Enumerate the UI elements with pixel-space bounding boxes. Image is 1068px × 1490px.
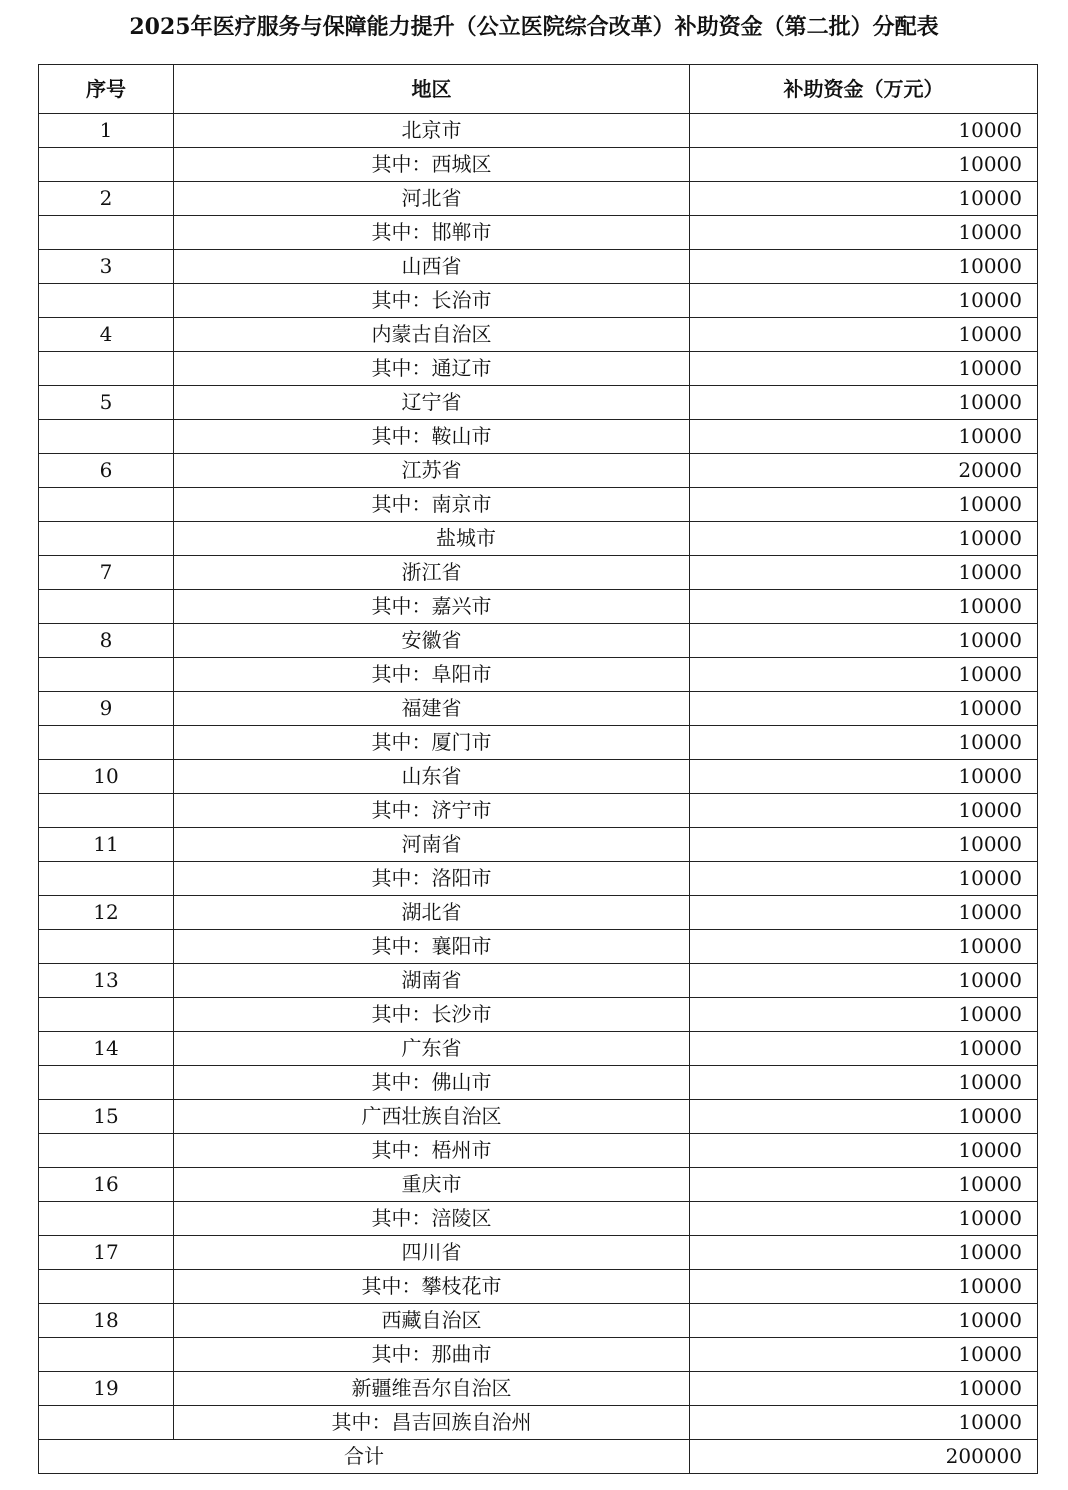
row-seq: 18 xyxy=(39,1304,174,1338)
row-seq: 10 xyxy=(39,760,174,794)
table-row xyxy=(39,1372,1038,1406)
row-region: 盐城市 xyxy=(174,522,690,556)
row-seq: 13 xyxy=(39,964,174,998)
row-amount: 10000 xyxy=(690,318,1038,352)
table-row xyxy=(39,386,1038,420)
row-seq xyxy=(39,794,174,828)
row-region: 安徽省 xyxy=(174,624,690,658)
row-amount: 10000 xyxy=(690,1032,1038,1066)
table-row xyxy=(39,420,1038,454)
row-amount: 10000 xyxy=(690,930,1038,964)
row-region: 其中：涪陵区 xyxy=(174,1202,690,1236)
row-amount: 10000 xyxy=(690,998,1038,1032)
row-seq xyxy=(39,998,174,1032)
row-region: 新疆维吾尔自治区 xyxy=(174,1372,690,1406)
table-row xyxy=(39,1236,1038,1270)
table-row xyxy=(39,794,1038,828)
row-region: 其中：邯郸市 xyxy=(174,216,690,250)
row-seq: 5 xyxy=(39,386,174,420)
row-amount: 10000 xyxy=(690,828,1038,862)
table-row xyxy=(39,590,1038,624)
table-row xyxy=(39,216,1038,250)
row-amount: 10000 xyxy=(690,862,1038,896)
row-seq xyxy=(39,1066,174,1100)
row-amount: 10000 xyxy=(690,420,1038,454)
table-row xyxy=(39,284,1038,318)
row-amount: 10000 xyxy=(690,1168,1038,1202)
row-seq xyxy=(39,1270,174,1304)
row-region: 其中：攀枝花市 xyxy=(174,1270,690,1304)
header-amount: 补助资金（万元） xyxy=(690,65,1038,114)
table-body xyxy=(39,114,1038,1440)
row-region: 辽宁省 xyxy=(174,386,690,420)
row-region: 福建省 xyxy=(174,692,690,726)
row-seq xyxy=(39,862,174,896)
row-seq xyxy=(39,216,174,250)
table-row xyxy=(39,522,1038,556)
table-row xyxy=(39,250,1038,284)
row-seq xyxy=(39,352,174,386)
header-region: 地区 xyxy=(174,65,690,114)
row-seq: 15 xyxy=(39,1100,174,1134)
row-seq: 4 xyxy=(39,318,174,352)
row-seq: 3 xyxy=(39,250,174,284)
row-region: 广西壮族自治区 xyxy=(174,1100,690,1134)
row-amount: 10000 xyxy=(690,964,1038,998)
row-amount: 10000 xyxy=(690,794,1038,828)
table-row xyxy=(39,488,1038,522)
row-amount: 10000 xyxy=(690,624,1038,658)
row-seq xyxy=(39,590,174,624)
header-seq: 序号 xyxy=(39,65,174,114)
row-seq: 14 xyxy=(39,1032,174,1066)
row-region: 山西省 xyxy=(174,250,690,284)
row-region: 其中：洛阳市 xyxy=(174,862,690,896)
row-seq: 6 xyxy=(39,454,174,488)
row-region: 其中：昌吉回族自治州 xyxy=(174,1406,690,1440)
row-amount: 20000 xyxy=(690,454,1038,488)
row-amount: 10000 xyxy=(690,1066,1038,1100)
row-seq: 17 xyxy=(39,1236,174,1270)
row-seq: 9 xyxy=(39,692,174,726)
total-row xyxy=(39,1440,1038,1474)
row-seq xyxy=(39,930,174,964)
row-region: 浙江省 xyxy=(174,556,690,590)
table-row xyxy=(39,624,1038,658)
row-amount: 10000 xyxy=(690,556,1038,590)
row-amount: 10000 xyxy=(690,1202,1038,1236)
table-row xyxy=(39,964,1038,998)
row-region: 江苏省 xyxy=(174,454,690,488)
row-amount: 10000 xyxy=(690,114,1038,148)
table-row xyxy=(39,1134,1038,1168)
table-row xyxy=(39,318,1038,352)
row-seq xyxy=(39,726,174,760)
row-seq xyxy=(39,1134,174,1168)
table-row xyxy=(39,1202,1038,1236)
row-amount: 10000 xyxy=(690,352,1038,386)
table-row xyxy=(39,692,1038,726)
row-amount: 10000 xyxy=(690,216,1038,250)
row-region: 湖北省 xyxy=(174,896,690,930)
table-row xyxy=(39,1304,1038,1338)
row-region: 其中：嘉兴市 xyxy=(174,590,690,624)
row-seq xyxy=(39,420,174,454)
row-amount: 10000 xyxy=(690,590,1038,624)
row-amount: 10000 xyxy=(690,726,1038,760)
table-row xyxy=(39,1406,1038,1440)
row-seq xyxy=(39,522,174,556)
row-seq: 1 xyxy=(39,114,174,148)
row-region: 其中：那曲市 xyxy=(174,1338,690,1372)
row-seq xyxy=(39,1202,174,1236)
table-row xyxy=(39,760,1038,794)
row-region: 其中：鞍山市 xyxy=(174,420,690,454)
row-region: 其中：南京市 xyxy=(174,488,690,522)
row-region: 其中：长沙市 xyxy=(174,998,690,1032)
row-seq: 8 xyxy=(39,624,174,658)
table-row xyxy=(39,182,1038,216)
row-amount: 10000 xyxy=(690,148,1038,182)
table-row xyxy=(39,148,1038,182)
row-amount: 10000 xyxy=(690,1372,1038,1406)
row-region: 北京市 xyxy=(174,114,690,148)
row-seq xyxy=(39,148,174,182)
row-amount: 10000 xyxy=(690,386,1038,420)
row-amount: 10000 xyxy=(690,1338,1038,1372)
row-region: 其中：厦门市 xyxy=(174,726,690,760)
row-region: 西藏自治区 xyxy=(174,1304,690,1338)
row-amount: 10000 xyxy=(690,692,1038,726)
row-region: 内蒙古自治区 xyxy=(174,318,690,352)
row-amount: 10000 xyxy=(690,896,1038,930)
row-region: 河南省 xyxy=(174,828,690,862)
row-region: 其中：襄阳市 xyxy=(174,930,690,964)
row-seq xyxy=(39,1338,174,1372)
table-row xyxy=(39,896,1038,930)
table-row xyxy=(39,556,1038,590)
row-seq: 11 xyxy=(39,828,174,862)
table-row xyxy=(39,998,1038,1032)
row-seq: 2 xyxy=(39,182,174,216)
table-row xyxy=(39,1066,1038,1100)
table-row xyxy=(39,726,1038,760)
page-title: 2025年医疗服务与保障能力提升（公立医院综合改革）补助资金（第二批）分配表 xyxy=(129,14,939,40)
row-amount: 10000 xyxy=(690,522,1038,556)
total-amount: 200000 xyxy=(690,1440,1038,1474)
table-row xyxy=(39,1270,1038,1304)
row-region: 广东省 xyxy=(174,1032,690,1066)
row-region: 四川省 xyxy=(174,1236,690,1270)
row-region: 山东省 xyxy=(174,760,690,794)
row-amount: 10000 xyxy=(690,1270,1038,1304)
allocation-table xyxy=(38,64,1038,1474)
row-amount: 10000 xyxy=(690,1236,1038,1270)
table-header-row xyxy=(39,65,1038,114)
row-amount: 10000 xyxy=(690,250,1038,284)
row-amount: 10000 xyxy=(690,658,1038,692)
table-row xyxy=(39,454,1038,488)
row-amount: 10000 xyxy=(690,1100,1038,1134)
table-row xyxy=(39,352,1038,386)
row-seq: 16 xyxy=(39,1168,174,1202)
row-seq: 12 xyxy=(39,896,174,930)
row-amount: 10000 xyxy=(690,1134,1038,1168)
total-label: 合计 xyxy=(39,1440,690,1474)
table-row xyxy=(39,114,1038,148)
row-region: 其中：阜阳市 xyxy=(174,658,690,692)
table-row xyxy=(39,828,1038,862)
row-seq xyxy=(39,1406,174,1440)
row-region: 其中：长治市 xyxy=(174,284,690,318)
table-row xyxy=(39,1100,1038,1134)
table-row xyxy=(39,1168,1038,1202)
row-seq xyxy=(39,284,174,318)
row-amount: 10000 xyxy=(690,1304,1038,1338)
row-seq xyxy=(39,658,174,692)
row-amount: 10000 xyxy=(690,1406,1038,1440)
row-seq: 19 xyxy=(39,1372,174,1406)
row-seq xyxy=(39,488,174,522)
row-region: 其中：西城区 xyxy=(174,148,690,182)
row-seq: 7 xyxy=(39,556,174,590)
row-region: 重庆市 xyxy=(174,1168,690,1202)
row-region: 其中：济宁市 xyxy=(174,794,690,828)
table-row xyxy=(39,862,1038,896)
row-region: 其中：通辽市 xyxy=(174,352,690,386)
row-amount: 10000 xyxy=(690,488,1038,522)
table-row xyxy=(39,1032,1038,1066)
row-region: 河北省 xyxy=(174,182,690,216)
row-region: 其中：佛山市 xyxy=(174,1066,690,1100)
row-amount: 10000 xyxy=(690,182,1038,216)
table-row xyxy=(39,930,1038,964)
row-amount: 10000 xyxy=(690,284,1038,318)
table-row xyxy=(39,658,1038,692)
row-region: 其中：梧州市 xyxy=(174,1134,690,1168)
row-amount: 10000 xyxy=(690,760,1038,794)
table-row xyxy=(39,1338,1038,1372)
row-region: 湖南省 xyxy=(174,964,690,998)
